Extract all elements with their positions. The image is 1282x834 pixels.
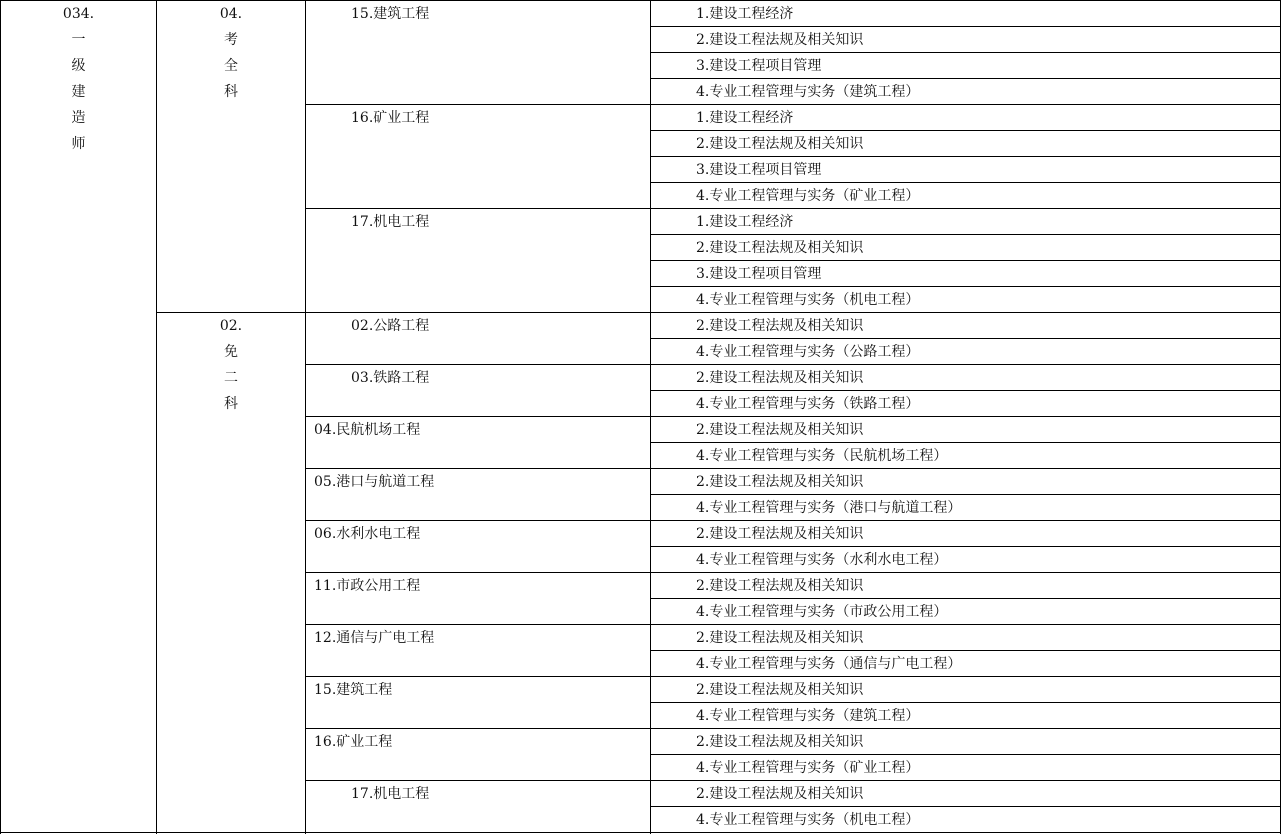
subject-cell: 2.建设工程法规及相关知识 <box>696 136 864 152</box>
major-row-divider <box>305 468 1281 469</box>
major-label: 17.机电工程 <box>351 786 430 802</box>
group-divider <box>156 312 1281 313</box>
certificate-line: 师 <box>71 136 86 152</box>
major-row-divider <box>305 208 1281 209</box>
subject-row-divider <box>650 442 1281 443</box>
column-divider-2 <box>305 0 306 834</box>
subject-cell: 2.建设工程法规及相关知识 <box>696 578 864 594</box>
major-label: 11.市政公用工程 <box>314 578 421 594</box>
subject-row-divider <box>650 650 1281 651</box>
subject-cell: 4.专业工程管理与实务（矿业工程） <box>696 188 920 204</box>
subject-row-divider <box>650 156 1281 157</box>
subject-cell: 4.专业工程管理与实务（民航机场工程） <box>696 448 948 464</box>
subject-cell: 2.建设工程法规及相关知识 <box>696 370 864 386</box>
subject-cell: 2.建设工程法规及相关知识 <box>696 734 864 750</box>
major-label: 16.矿业工程 <box>351 110 430 126</box>
group-line: 04. <box>219 6 243 22</box>
subject-cell: 4.专业工程管理与实务（机电工程） <box>696 812 920 828</box>
column-divider-1 <box>156 0 157 834</box>
major-label: 03.铁路工程 <box>351 370 430 386</box>
major-row-divider <box>305 780 1281 781</box>
group-line: 科 <box>224 84 238 100</box>
major-row-divider <box>305 676 1281 677</box>
group-cell-full-exam <box>157 1 305 105</box>
subject-cell: 3.建设工程项目管理 <box>696 58 822 74</box>
subject-cell: 4.专业工程管理与实务（机电工程） <box>696 292 920 308</box>
major-label: 15.建筑工程 <box>314 682 393 698</box>
subject-cell: 4.专业工程管理与实务（水利水电工程） <box>696 552 948 568</box>
subject-row-divider <box>650 546 1281 547</box>
subject-cell: 4.专业工程管理与实务（铁路工程） <box>696 396 920 412</box>
subject-row-divider <box>650 702 1281 703</box>
subject-row-divider <box>650 338 1281 339</box>
major-label: 16.矿业工程 <box>314 734 393 750</box>
subject-row-divider <box>650 52 1281 53</box>
subject-cell: 2.建设工程法规及相关知识 <box>696 682 864 698</box>
subject-cell: 4.专业工程管理与实务（建筑工程） <box>696 708 920 724</box>
table-border-bottom <box>0 832 1281 833</box>
subject-cell: 2.建设工程法规及相关知识 <box>696 786 864 802</box>
subject-cell: 1.建设工程经济 <box>696 214 794 230</box>
subject-cell: 4.专业工程管理与实务（港口与航道工程） <box>696 500 962 516</box>
certificate-line: 一 <box>71 32 86 48</box>
subject-cell: 2.建设工程法规及相关知识 <box>696 240 864 256</box>
subject-row-divider <box>650 494 1281 495</box>
subject-cell: 3.建设工程项目管理 <box>696 266 822 282</box>
major-row-divider <box>305 728 1281 729</box>
subject-row-divider <box>650 806 1281 807</box>
major-row-divider <box>305 520 1281 521</box>
subject-cell: 2.建设工程法规及相关知识 <box>696 32 864 48</box>
subject-cell: 1.建设工程经济 <box>696 6 794 22</box>
certificate-line: 建 <box>71 84 86 100</box>
subject-cell: 2.建设工程法规及相关知识 <box>696 422 864 438</box>
subject-row-divider <box>650 286 1281 287</box>
group-line: 全 <box>224 58 238 74</box>
column-divider-3 <box>650 0 651 834</box>
major-row-divider <box>305 624 1281 625</box>
subject-row-divider <box>650 26 1281 27</box>
subject-row-divider <box>650 78 1281 79</box>
major-label: 06.水利水电工程 <box>314 526 421 542</box>
group-line: 考 <box>224 32 238 48</box>
major-row-divider <box>305 364 1281 365</box>
subject-cell: 4.专业工程管理与实务（市政公用工程） <box>696 604 948 620</box>
subject-row-divider <box>650 130 1281 131</box>
table-border-right <box>1280 0 1281 834</box>
subject-row-divider <box>650 390 1281 391</box>
group-line: 二 <box>224 370 238 386</box>
subject-cell: 2.建设工程法规及相关知识 <box>696 630 864 646</box>
subject-cell: 4.专业工程管理与实务（公路工程） <box>696 344 920 360</box>
certificate-cell <box>1 1 156 157</box>
group-line: 02. <box>219 318 243 334</box>
major-label: 15.建筑工程 <box>351 6 430 22</box>
subject-cell: 4.专业工程管理与实务（建筑工程） <box>696 84 920 100</box>
subject-cell: 2.建设工程法规及相关知识 <box>696 318 864 334</box>
major-row-divider <box>305 104 1281 105</box>
certificate-line: 034. <box>62 6 95 22</box>
group-line: 科 <box>224 396 238 412</box>
major-row-divider <box>305 572 1281 573</box>
major-label: 17.机电工程 <box>351 214 430 230</box>
subject-cell: 4.专业工程管理与实务（矿业工程） <box>696 760 920 776</box>
subject-cell: 2.建设工程法规及相关知识 <box>696 526 864 542</box>
group-cell-exempt-two <box>157 313 305 417</box>
major-label: 02.公路工程 <box>351 318 430 334</box>
major-label: 05.港口与航道工程 <box>314 474 435 490</box>
subject-cell: 3.建设工程项目管理 <box>696 162 822 178</box>
subject-row-divider <box>650 754 1281 755</box>
subject-row-divider <box>650 598 1281 599</box>
major-row-divider <box>305 416 1281 417</box>
subject-row-divider <box>650 182 1281 183</box>
subject-row-divider <box>650 260 1281 261</box>
group-line: 免 <box>224 344 238 360</box>
subject-row-divider <box>650 234 1281 235</box>
subject-cell: 2.建设工程法规及相关知识 <box>696 474 864 490</box>
major-label: 04.民航机场工程 <box>314 422 421 438</box>
subject-cell: 1.建设工程经济 <box>696 110 794 126</box>
certificate-line: 级 <box>71 58 86 74</box>
subject-cell: 4.专业工程管理与实务（通信与广电工程） <box>696 656 962 672</box>
major-label: 12.通信与广电工程 <box>314 630 435 646</box>
certificate-line: 造 <box>71 110 86 126</box>
